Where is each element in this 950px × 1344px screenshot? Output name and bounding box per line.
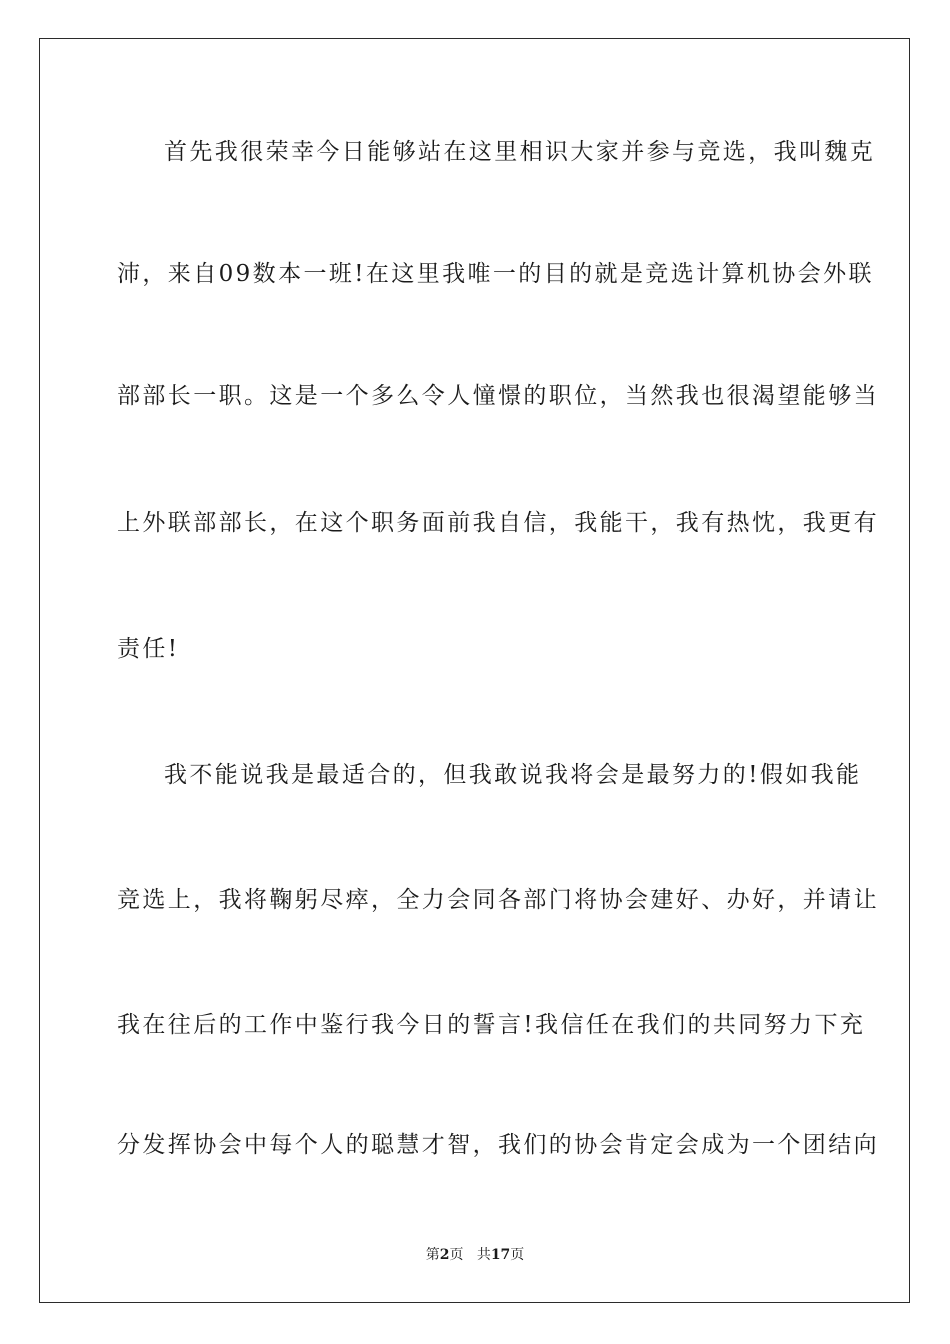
total-pages: 17 <box>490 1247 511 1263</box>
total-prefix: 共 <box>476 1247 491 1263</box>
page-suffix: 页 <box>449 1247 464 1263</box>
body-line-3: 部部长一职。这是一个多么令人憧憬的职位，当然我也很渴望能够当 <box>117 383 879 409</box>
total-suffix: 页 <box>510 1247 525 1263</box>
page-number: 2 <box>439 1247 450 1263</box>
body-line-4: 上外联部部长，在这个职务面前我自信，我能干，我有热忱，我更有 <box>117 510 879 536</box>
page-footer <box>0 1246 950 1264</box>
page-border <box>39 38 910 1303</box>
body-line-1: 首先我很荣幸今日能够站在这里相识大家并参与竞选，我叫魏克 <box>164 139 876 165</box>
body-line-9: 分发挥协会中每个人的聪慧才智，我们的协会肯定会成为一个团结向 <box>117 1132 879 1158</box>
body-line-5: 责任! <box>117 636 180 662</box>
page-prefix: 第 <box>425 1247 440 1263</box>
body-line-6: 我不能说我是最适合的，但我敢说我将会是最努力的!假如我能 <box>164 762 862 788</box>
body-line-2: 沛，来自09数本一班!在这里我唯一的目的就是竞选计算机协会外联 <box>117 261 874 287</box>
body-line-8: 我在往后的工作中鉴行我今日的誓言!我信任在我们的共同努力下充 <box>117 1012 866 1038</box>
body-line-7: 竞选上，我将鞠躬尽瘁，全力会同各部门将协会建好、办好，并请让 <box>117 887 879 913</box>
